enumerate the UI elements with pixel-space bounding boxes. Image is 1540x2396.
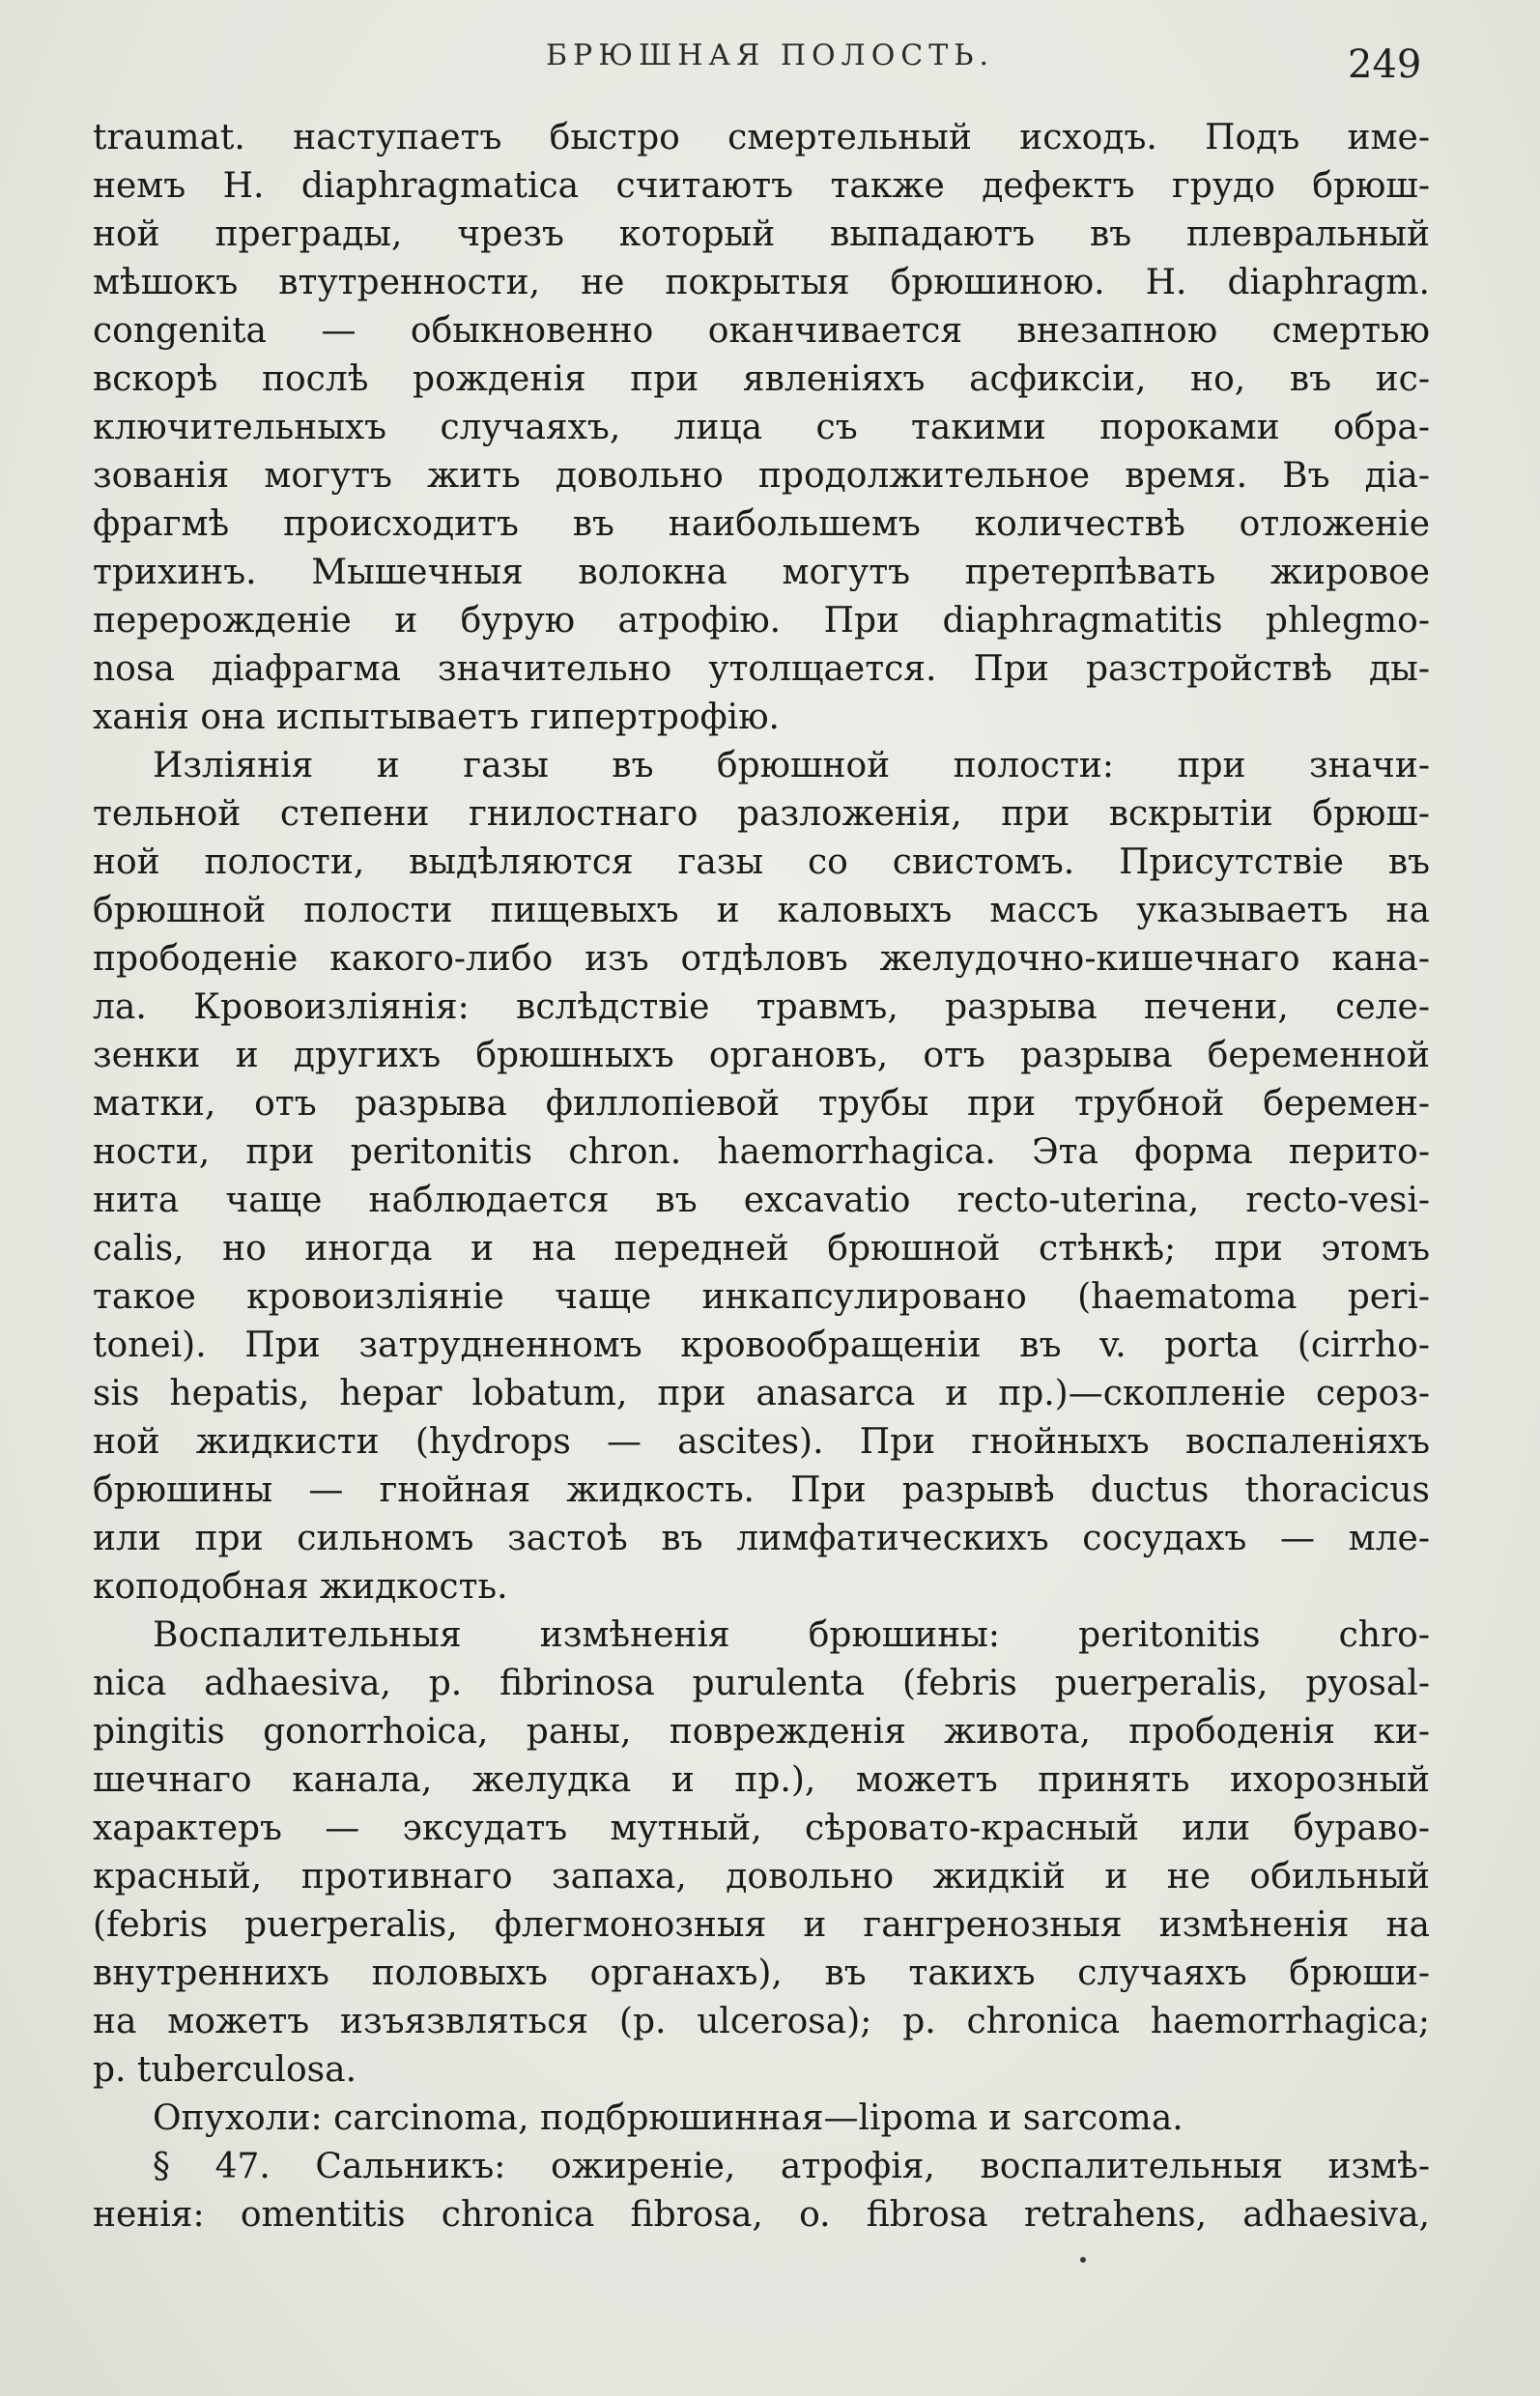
text-line: матки, отъ разрыва филлопіевой трубы при трубной беремен- [93,1084,1430,1124]
text-line: ной преграды, чрезъ который выпадаютъ въ плевральный [93,214,1430,254]
text-line: зованія могутъ жить довольно продолжительное время. Въ діа- [93,456,1430,496]
text-line: congenita — обыкновенно оканчивается внезапною смертью [93,311,1430,351]
text-line: шечнаго канала, желудка и пр.), можетъ принять ихорозный [93,1760,1430,1800]
text-line: pingitis gonorrhoica, раны, поврежденія живота, прободенія ки- [93,1712,1430,1752]
text-line: характеръ — эксудатъ мутный, сѣровато-красный или бураво- [93,1809,1430,1848]
text-line: ной полости, выдѣляются газы со свистомъ. Присутствіе въ [93,842,1430,882]
text-line: красный, противнаго запаха, довольно жидкій и не обильный [93,1857,1430,1897]
text-line: sis hepatis, hepar lobatum, при anasarca и пр.)—скопленіе сероз- [93,1374,1430,1413]
body-text [93,114,1430,2239]
ink-speck [1080,2257,1086,2263]
text-line: ла. Кровоизліянія: вслѣдствіе травмъ, разрыва печени, селе- [93,987,1430,1027]
text-line: брюшной полости пищевыхъ и каловыхъ массъ указываетъ на [93,891,1430,930]
text-line: на можетъ изъязвляться (p. ulcerosa); p. chronica haemorrhagica; [93,2002,1430,2041]
text-line: тельной степени гнилостнаго разложенія, при вскрытіи брюш- [93,794,1430,834]
text-line: tonei). При затрудненномъ кровообращеніи въ v. porta (cirrho- [93,1326,1430,1365]
text-line: брюшины — гнойная жидкость. При разрывѣ ductus thoracicus [93,1470,1430,1510]
text-line: нита чаще наблюдается въ excavatio recto-uterina, recto-vesi- [93,1181,1430,1220]
text-line: ности, при peritonitis chron. haemorrhagica. Эта форма перито- [93,1132,1430,1172]
running-head: БРЮШНАЯ ПОЛОСТЬ. [545,39,994,72]
text-line: nica adhaesiva, p. fibrinosa purulenta (febris puerperalis, pyosal- [93,1664,1430,1703]
text-line: p. tuberculosa. [93,2050,357,2090]
text-line: ключительныхъ случаяхъ, лица съ такими пороками обра- [93,408,1430,447]
page-number: 249 [1348,43,1422,87]
text-line: (febris puerperalis, флегмонозныя и гангренозныя измѣненія на [93,1905,1430,1945]
text-line: calis, но иногда и на передней брюшной стѣнкѣ; при этомъ [93,1229,1430,1269]
text-line: Воспалительныя измѣненія брюшины: peritonitis chro- [153,1615,1430,1655]
text-line: мѣшокъ втутренности, не покрытыя брюшиною. H. diaphragm. [93,263,1430,302]
text-line: коподобная жидкость. [93,1567,508,1607]
text-line: nosa діафрагма значительно утолщается. При разстройствѣ ды- [93,649,1430,689]
text-line: перерожденіе и бурую атрофію. При diaphragmatitis phlegmo- [93,601,1430,641]
text-line: ханія она испытываетъ гипертрофію. [93,698,780,737]
text-line: немъ H. diaphragmatica считаютъ также дефектъ грудо брюш- [93,166,1430,206]
text-line: прободеніе какого-либо изъ отдѣловъ желудочно-кишечнаго кана- [93,939,1430,979]
text-line: зенки и другихъ брюшныхъ органовъ, отъ разрыва беременной [93,1036,1430,1075]
text-line: ненія: omentitis chronica fibrosa, o. fibrosa retrahens, adhaesiva, [93,2195,1430,2235]
text-line: или при сильномъ застоѣ въ лимфатическихъ сосудахъ — мле- [93,1519,1430,1558]
text-line: внутреннихъ половыхъ органахъ), въ такихъ случаяхъ брюши- [93,1954,1430,1993]
text-line: ной жидкисти (hydrops — ascites). При гнойныхъ воспаленіяхъ [93,1422,1430,1462]
text-line: traumat. наступаетъ быстро смертельный исходъ. Подъ име- [93,118,1430,157]
text-line: вскорѣ послѣ рожденія при явленіяхъ асфиксіи, но, въ ис- [93,359,1430,399]
text-line: такое кровоизліяніе чаще инкапсулировано (haematoma peri- [93,1277,1430,1317]
text-line: Опухоли: carcinoma, подбрюшинная—lipoma и sarcoma. [153,2098,1184,2138]
text-line: фрагмѣ происходитъ въ наибольшемъ количествѣ отложеніе [93,504,1430,544]
text-line: § 47. Сальникъ: ожиреніе, атрофія, воспалительныя измѣ- [153,2147,1430,2186]
text-line: трихинъ. Мышечныя волокна могутъ претерпѣвать жировое [93,553,1430,592]
text-line: Изліянія и газы въ брюшной полости: при значи- [153,746,1430,785]
